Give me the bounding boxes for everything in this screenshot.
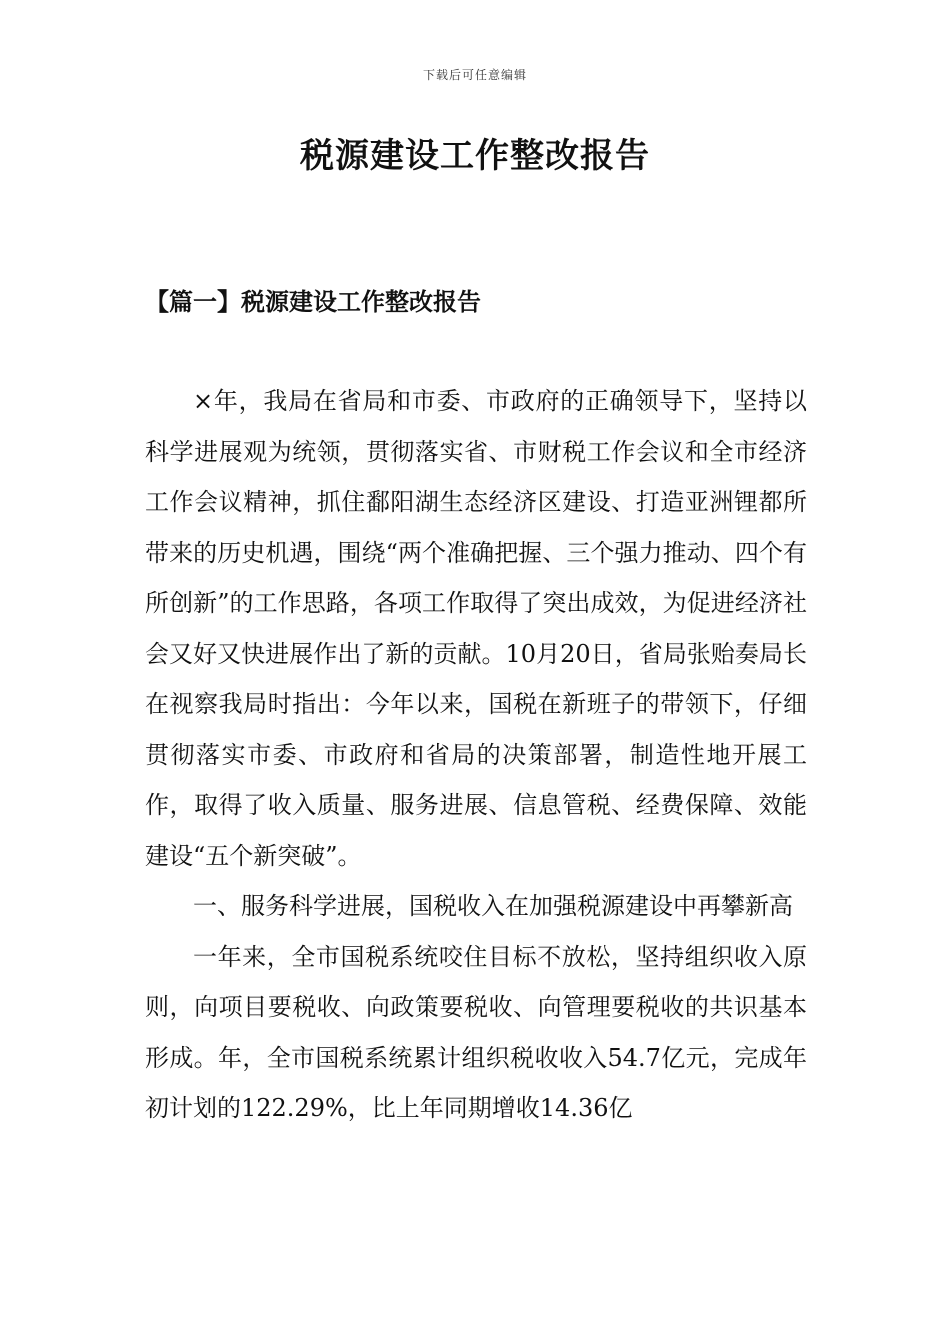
paragraph-revenue: 一年来，全市国税系统咬住目标不放松，坚持组织收入原则，向项目要税收、向政策要税收、向管理要税收的共识基本形成。年，全市国税系统累计组织税收收入54.7亿元，完成年初计划的122.29%，比上年同期增收14.36亿 bbox=[145, 942, 807, 1122]
section-title: 【篇一】税源建设工作整改报告 bbox=[145, 287, 481, 316]
document-body bbox=[145, 376, 807, 1134]
document-title: 税源建设工作整改报告 bbox=[300, 136, 650, 176]
paragraph-heading-one: 一、服务科学进展，国税收入在加强税源建设中再攀新高 bbox=[193, 892, 793, 920]
paragraph-intro: ×年，我局在省局和市委、市政府的正确领导下，坚持以科学进展观为统领，贯彻落实省、市财税工作会议和全市经济工作会议精神，抓住鄱阳湖生态经济区建设、打造亚洲锂都所带来的历史机遇，围绕“两个准确把握、三个强力推动、四个有所创新”的工作思路，各项工作取得了突出成效，为促进经济社会又好又快进展作出了新的贡献。10月20日，省局张贻奏局长在视察我局时指出：今年以来，国税在新班子的带领下，仔细贯彻落实市委、市政府和省局的决策部署，制造性地开展工作，取得了收入质量、服务进展、信息管税、经费保障、效能建设“五个新突破”。 bbox=[145, 387, 807, 870]
header-note: 下载后可任意编辑 bbox=[422, 68, 527, 82]
